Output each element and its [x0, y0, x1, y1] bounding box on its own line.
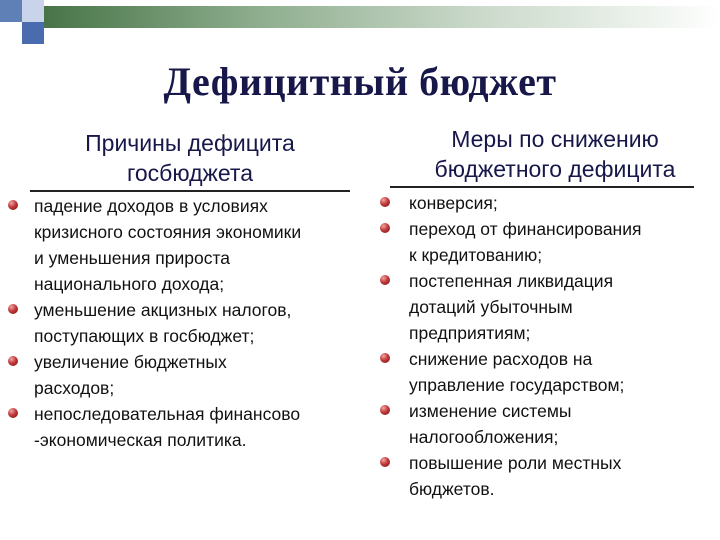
list-item-line: увеличение бюджетных — [34, 352, 227, 372]
causes-heading-line-1: Причины дефицита — [85, 130, 295, 156]
list-item-line: кризисного состояния экономики — [34, 222, 302, 242]
measures-heading — [388, 124, 720, 184]
decoration-square — [22, 22, 44, 44]
list-item-line: к кредитованию; — [409, 245, 543, 265]
slide-title: Дефицитный бюджет — [163, 59, 557, 104]
list-item — [409, 190, 714, 216]
measures-list — [409, 190, 714, 502]
decoration-square — [0, 22, 22, 44]
bullet-icon — [380, 223, 390, 233]
list-item-line: переход от финансирования — [409, 219, 642, 239]
bullet-icon — [380, 405, 390, 415]
causes-heading — [20, 128, 360, 188]
measures-heading-underline — [390, 186, 694, 188]
list-item-line: национального дохода; — [34, 274, 225, 294]
causes-heading-underline — [30, 190, 350, 192]
list-item-line: повышение роли местных — [409, 453, 622, 473]
causes-heading-line-2: госбюджета — [127, 160, 253, 186]
list-item — [34, 349, 374, 401]
list-item-line: -экономическая политика. — [34, 430, 247, 450]
list-item — [34, 401, 374, 453]
list-item-line: уменьшение акцизных налогов, — [34, 300, 292, 320]
list-item — [409, 268, 714, 346]
bullet-icon — [380, 275, 390, 285]
measures-heading-line-2: бюджетного дефицита — [434, 156, 676, 182]
list-item — [34, 297, 374, 349]
list-item-line: постепенная ликвидация — [409, 271, 614, 291]
bullet-icon — [8, 356, 18, 366]
bullet-icon — [8, 200, 18, 210]
list-item — [409, 216, 714, 268]
list-item-line: падение доходов в условиях — [34, 196, 268, 216]
list-item-line: расходов; — [34, 378, 115, 398]
list-item — [409, 346, 714, 398]
measures-heading-line-1: Меры по снижению — [451, 126, 659, 152]
list-item-line: налогообложения; — [409, 427, 559, 447]
list-item-line: изменение системы — [409, 401, 572, 421]
list-item-line: и уменьшения прироста — [34, 248, 231, 268]
list-item-line: поступающих в госбюджет; — [34, 326, 255, 346]
bullet-icon — [380, 457, 390, 467]
bullet-icon — [380, 197, 390, 207]
bullet-icon — [8, 304, 18, 314]
bullet-icon — [8, 408, 18, 418]
list-item-line: снижение расходов на — [409, 349, 593, 369]
bullet-icon — [380, 353, 390, 363]
list-item-line: дотаций убыточным — [409, 297, 573, 317]
list-item — [34, 193, 374, 297]
list-item-line: бюджетов. — [409, 479, 495, 499]
list-item — [409, 450, 714, 502]
causes-list — [34, 193, 374, 453]
list-item-line: управление государством; — [409, 375, 625, 395]
list-item — [409, 398, 714, 450]
list-item-line: предприятиям; — [409, 323, 531, 343]
list-item-line: непоследовательная финансово — [34, 404, 301, 424]
decoration-square — [22, 0, 44, 22]
list-item-line: конверсия; — [409, 193, 498, 213]
decoration-square — [0, 0, 22, 22]
header-decoration-bar — [14, 6, 720, 28]
